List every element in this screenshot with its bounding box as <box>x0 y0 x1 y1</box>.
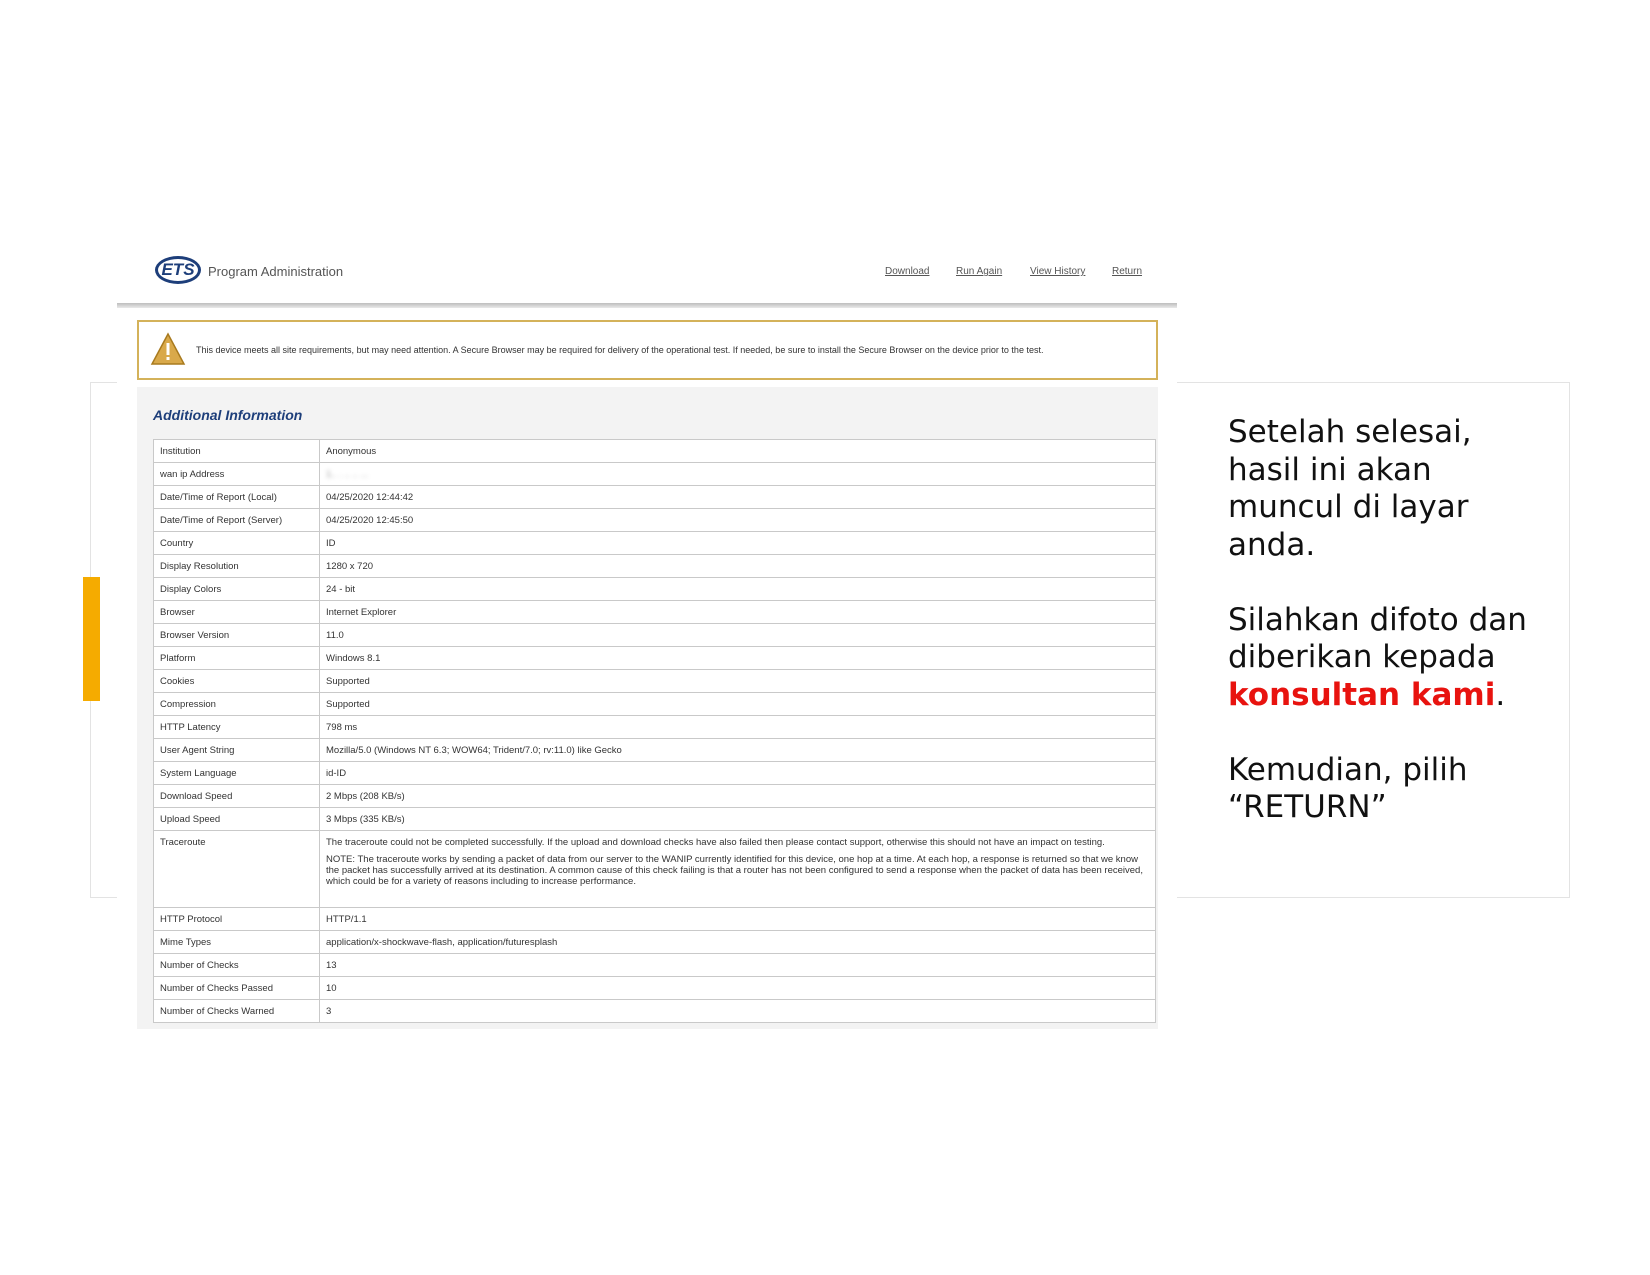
row-label: HTTP Latency <box>154 716 320 739</box>
row-value: 11.0 <box>320 624 1156 647</box>
row-value: application/x-shockwave-flash, application/futuresplash <box>320 931 1156 954</box>
table-row <box>154 555 1156 578</box>
row-value: Windows 8.1 <box>320 647 1156 670</box>
row-value: id-ID <box>320 762 1156 785</box>
row-label: Upload Speed <box>154 808 320 831</box>
download-link[interactable]: Download <box>885 266 930 277</box>
table-row <box>154 670 1156 693</box>
row-value: 04/25/2020 12:45:50 <box>320 509 1156 532</box>
row-value: 2 Mbps (208 KB/s) <box>320 785 1156 808</box>
table-row <box>154 808 1156 831</box>
row-label: Compression <box>154 693 320 716</box>
row-value: 1280 x 720 <box>320 555 1156 578</box>
row-label: User Agent String <box>154 739 320 762</box>
table-row <box>154 954 1156 977</box>
traceroute-note: NOTE: The traceroute works by sending a packet of data from our server to the WANIP currently identified for this device, one hop at a time. At each hop, a response is returned so that we know the packet has successfully arrived at its destination. A common cause of this check failing is that a router has not been configured to send a response when the packet of data has been received, which could be for a variety of reasons including to increase performance. <box>326 854 1143 887</box>
table-row <box>154 647 1156 670</box>
table-row <box>154 739 1156 762</box>
run-again-link[interactable]: Run Again <box>956 266 1003 277</box>
table-row <box>154 785 1156 808</box>
table-row <box>154 908 1156 931</box>
row-value: 798 ms <box>320 716 1156 739</box>
row-label: Number of Checks Warned <box>154 1000 320 1023</box>
ets-screenshot <box>117 247 1177 1029</box>
row-label: Display Colors <box>154 578 320 601</box>
instruction-paragraph-2 <box>1228 602 1528 715</box>
view-history-link[interactable]: View History <box>1030 266 1086 277</box>
section-title: Additional Information <box>153 407 303 423</box>
instruction-paragraph-1: Setelah selesai, hasil ini akan muncul di layar anda. <box>1228 414 1472 563</box>
table-row <box>154 762 1156 785</box>
row-value: 3 Mbps (335 KB/s) <box>320 808 1156 831</box>
row-label: Number of Checks <box>154 954 320 977</box>
header-divider <box>117 303 1177 308</box>
row-value: 1.. . .. .. ... <box>320 463 1156 486</box>
row-value: Anonymous <box>320 440 1156 463</box>
row-value: Supported <box>320 693 1156 716</box>
row-label: Country <box>154 532 320 555</box>
instruction-paragraph-3: Kemudian, pilih “RETURN” <box>1228 751 1468 825</box>
row-label: Display Resolution <box>154 555 320 578</box>
row-label: Platform <box>154 647 320 670</box>
row-label: Cookies <box>154 670 320 693</box>
app-title: Program Administration <box>208 264 344 279</box>
row-label: HTTP Protocol <box>154 908 320 931</box>
accent-bar <box>83 577 100 701</box>
row-label: Number of Checks Passed <box>154 977 320 1000</box>
row-label: Institution <box>154 440 320 463</box>
instruction-text-run: Silahkan difoto dan diberikan kepada <box>1228 601 1527 675</box>
table-row <box>154 486 1156 509</box>
row-label: Date/Time of Report (Local) <box>154 486 320 509</box>
highlight-text: konsultan kami <box>1228 676 1496 713</box>
row-value: Supported <box>320 670 1156 693</box>
row-value: 3 <box>320 1000 1156 1023</box>
return-link[interactable]: Return <box>1112 266 1143 277</box>
table-row <box>154 463 1156 486</box>
row-label: Download Speed <box>154 785 320 808</box>
row-label: Mime Types <box>154 931 320 954</box>
ets-logo: ETS <box>155 256 201 284</box>
table-row <box>154 624 1156 647</box>
alert-message: This device meets all site requirements, but may need attention. A Secure Browser may be required for delivery of the operational test. If needed, be sure to install the Secure Browser on the device prior to the test. <box>196 345 1044 355</box>
table-row <box>154 532 1156 555</box>
row-label: Browser Version <box>154 624 320 647</box>
alert-box <box>137 320 1158 380</box>
table-row <box>154 977 1156 1000</box>
instruction-end: . <box>1495 676 1506 713</box>
table-row <box>154 601 1156 624</box>
warning-triangle-icon <box>150 332 186 366</box>
table-row <box>154 440 1156 463</box>
row-value: 04/25/2020 12:44:42 <box>320 486 1156 509</box>
row-value <box>320 831 1156 908</box>
row-label: Traceroute <box>154 831 320 908</box>
table-row <box>154 831 1156 908</box>
table-row <box>154 716 1156 739</box>
table-row <box>154 509 1156 532</box>
ets-header <box>117 247 1177 305</box>
row-value: 13 <box>320 954 1156 977</box>
row-value: 24 - bit <box>320 578 1156 601</box>
table-row <box>154 578 1156 601</box>
table-row <box>154 693 1156 716</box>
table-row <box>154 931 1156 954</box>
info-table <box>153 439 1156 1023</box>
row-value: 10 <box>320 977 1156 1000</box>
table-row <box>154 1000 1156 1023</box>
row-label: System Language <box>154 762 320 785</box>
row-value: Mozilla/5.0 (Windows NT 6.3; WOW64; Trident/7.0; rv:11.0) like Gecko <box>320 739 1156 762</box>
traceroute-paragraph: The traceroute could not be completed successfully. If the upload and download checks have also failed then please contact support, otherwise this should not have an impact on testing. <box>326 837 1105 848</box>
instruction-text <box>1228 414 1528 864</box>
row-label: wan ip Address <box>154 463 320 486</box>
row-label: Browser <box>154 601 320 624</box>
row-value: Internet Explorer <box>320 601 1156 624</box>
row-value: ID <box>320 532 1156 555</box>
row-value: HTTP/1.1 <box>320 908 1156 931</box>
row-label: Date/Time of Report (Server) <box>154 509 320 532</box>
